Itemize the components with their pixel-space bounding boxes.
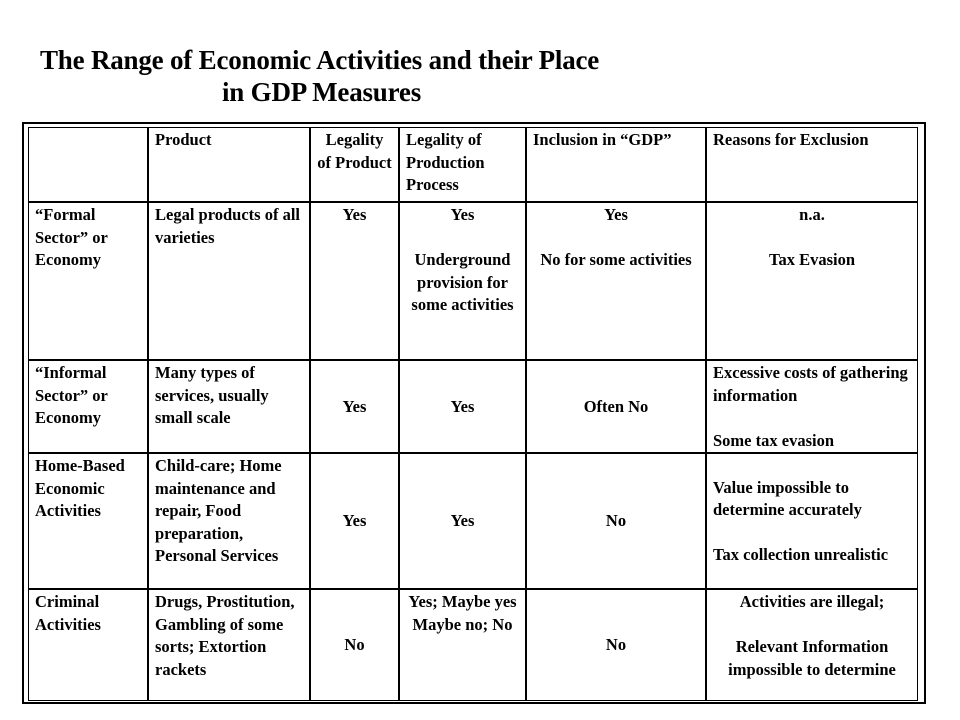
spacer bbox=[713, 407, 911, 430]
table-header-row bbox=[28, 127, 918, 202]
row-legality-of-product: Yes bbox=[310, 202, 399, 360]
gdp-activities-table bbox=[28, 127, 918, 701]
reason-secondary: Tax collection unrealistic bbox=[713, 545, 889, 564]
row-legality-of-production-process: Yes; Maybe yes Maybe no; No bbox=[399, 589, 526, 701]
reason-primary: Activities are illegal; bbox=[739, 592, 885, 611]
row-category: “Informal Sector” or Economy bbox=[28, 360, 148, 453]
spacer bbox=[713, 614, 911, 637]
row-inclusion-in-gdp bbox=[526, 202, 706, 360]
table-row bbox=[28, 360, 918, 453]
header-legality-of-product: Legality of Product bbox=[310, 127, 399, 202]
title-line-2: in GDP Measures bbox=[222, 77, 421, 107]
reason-secondary: Tax Evasion bbox=[768, 250, 856, 269]
inclusion-value-primary: Yes bbox=[604, 205, 628, 224]
spacer bbox=[533, 227, 699, 250]
process-value-primary: Yes bbox=[450, 205, 475, 224]
row-reasons-for-exclusion bbox=[706, 360, 918, 453]
row-reasons-for-exclusion bbox=[706, 589, 918, 701]
row-reasons-for-exclusion bbox=[706, 202, 918, 360]
row-category: “Formal Sector” or Economy bbox=[28, 202, 148, 360]
row-legality-of-production-process bbox=[399, 202, 526, 360]
row-product: Many types of services, usually small scale bbox=[148, 360, 310, 453]
reason-primary: Excessive costs of gathering information bbox=[713, 363, 908, 405]
reason-primary: Value impossible to determine accurately bbox=[713, 477, 862, 519]
reason-primary: n.a. bbox=[799, 205, 825, 224]
reason-secondary: Some tax evasion bbox=[713, 430, 834, 450]
slide-title bbox=[40, 44, 599, 108]
header-legality-of-production-process: Legality of Production Process bbox=[399, 127, 526, 202]
process-value-secondary: Underground provision for some activities bbox=[411, 250, 514, 314]
header-reasons-for-exclusion: Reasons for Exclusion bbox=[706, 127, 918, 202]
row-legality-of-production-process: Yes bbox=[399, 360, 526, 453]
row-reasons-for-exclusion bbox=[706, 453, 918, 589]
spacer bbox=[713, 227, 911, 250]
spacer bbox=[406, 227, 519, 250]
row-category: Criminal Activities bbox=[28, 589, 148, 701]
row-inclusion-in-gdp: No bbox=[526, 589, 706, 701]
row-legality-of-product: Yes bbox=[310, 453, 399, 589]
spacer bbox=[713, 522, 911, 545]
header-product: Product bbox=[148, 127, 310, 202]
table-row bbox=[28, 453, 918, 589]
row-legality-of-product: No bbox=[310, 589, 399, 701]
header-inclusion-in-gdp: Inclusion in “GDP” bbox=[526, 127, 706, 202]
row-inclusion-in-gdp: No bbox=[526, 453, 706, 589]
reason-secondary: Relevant Information impossible to determine bbox=[728, 637, 896, 679]
inclusion-value-secondary: No for some activities bbox=[540, 250, 692, 269]
row-legality-of-product: Yes bbox=[310, 360, 399, 453]
title-line-1: The Range of Economic Activities and their Place bbox=[40, 45, 600, 75]
row-product: Child-care; Home maintenance and repair, Food preparation, Personal Services bbox=[148, 453, 310, 589]
row-category: Home-Based Economic Activities bbox=[28, 453, 148, 589]
row-legality-of-production-process: Yes bbox=[399, 453, 526, 589]
row-inclusion-in-gdp: Often No bbox=[526, 360, 706, 453]
row-product: Legal products of all varieties bbox=[148, 202, 310, 360]
table-row bbox=[28, 589, 918, 701]
table-row bbox=[28, 202, 918, 360]
row-product: Drugs, Prostitution, Gambling of some sorts; Extortion rackets bbox=[148, 589, 310, 701]
header-category bbox=[28, 127, 148, 202]
